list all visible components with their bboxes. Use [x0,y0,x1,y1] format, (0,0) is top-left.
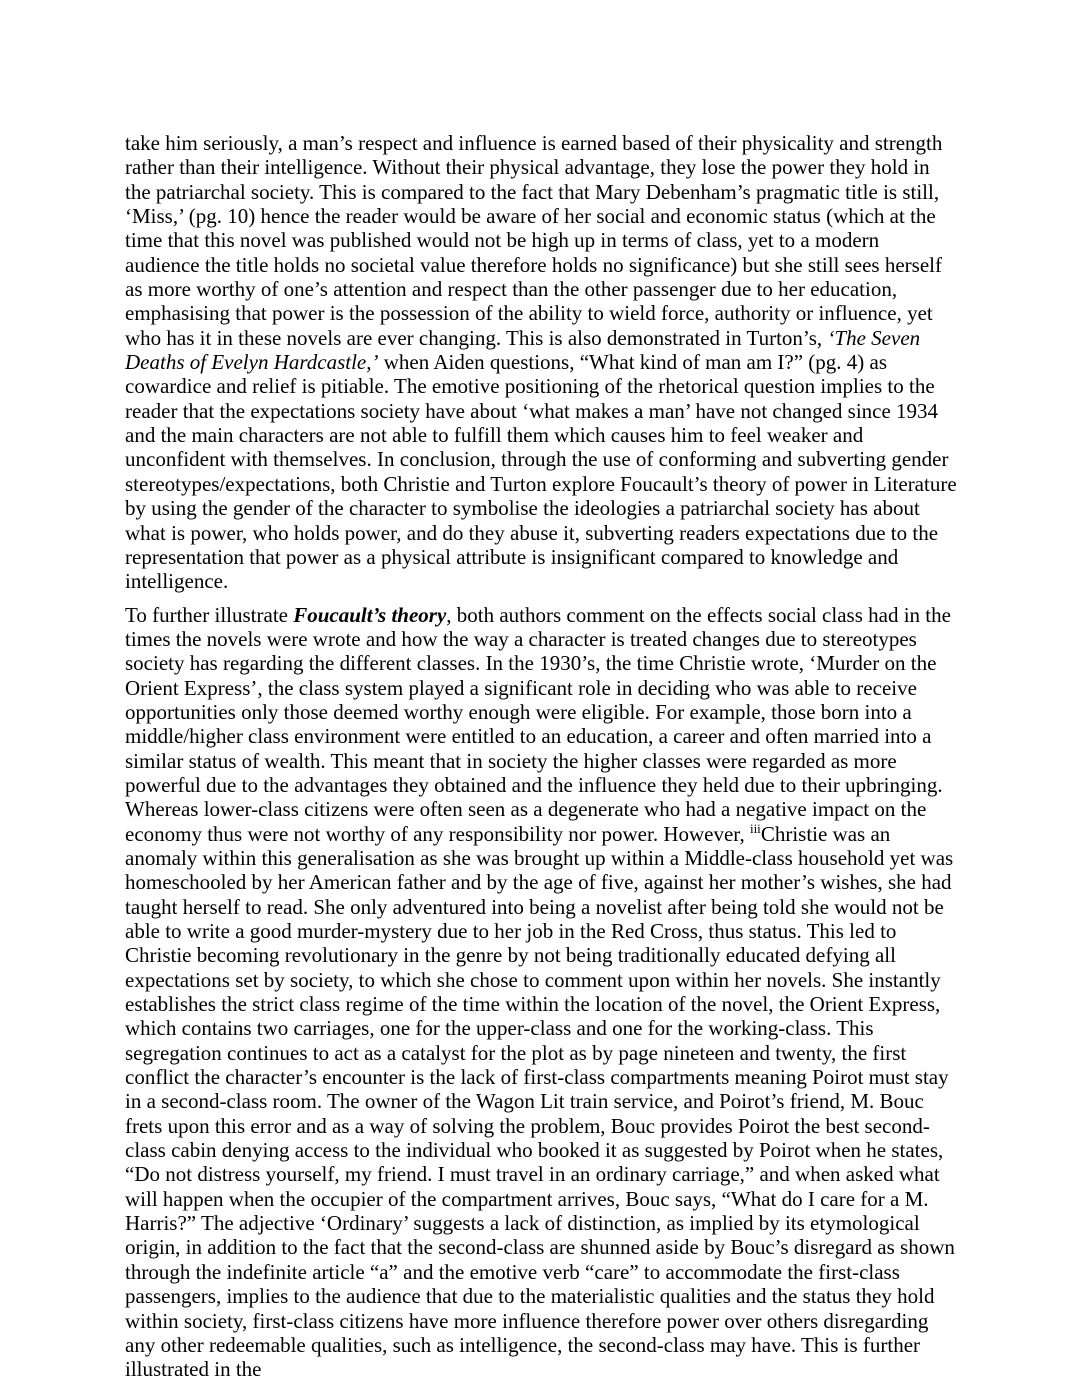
text-run: take him seriously, a man’s respect and influence is earned based of their physicality and strength rather than their intelligence. Without their physical advantage, they lose the power they hold in the patriarchal society. This is compared to the fact that Mary Debenham’s pragmatic title is still, ‘Miss,’ (pg. 10) hence the reader would be aware of her social and economic status (which at the time that this novel was published would not be high up in terms of class, yet to a modern audience the title holds no societal value therefore holds no significance) but she still sees herself as more worthy of one’s attention and respect than the other passenger due to her education, emphasising that power is the possession of the ability to wield force, authority or influence, yet who has it in these novels are ever changing. This is also demonstrated in Turton’s, [125,131,943,350]
paragraph [125,603,957,1382]
text-run: when Aiden questions, “What kind of man am I?” (pg. 4) as cowardice and relief is pitiable. The emotive positioning of the rhetorical question implies to the reader that the expectations society have about ‘what makes a man’ have not changed since 1934 and the main characters are not able to fulfill them which causes him to feel weaker and unconfident with themselves. In conclusion, through the use of conforming and subverting gender stereotypes/expectations, both Christie and Turton explore Foucault’s theory of power in Literature by using the gender of the character to symbolise the ideologies a patriarchal society has about what is power, who holds power, and do they abuse it, subverting readers expectations due to the representation that power as a physical attribute is insignificant compared to knowledge and intelligence. [125,350,957,594]
endnote-reference: iii [749,820,761,836]
text-run: Foucault’s theory [293,602,447,627]
page-text [125,131,957,1391]
paragraph [125,131,957,594]
text-run: ‘The Seven Deaths of Evelyn Hardcastle,’ [125,325,921,375]
text-run: To further illustrate [125,602,294,627]
text-run: , both authors comment on the effects social class had in the times the novels were wrote and how the way a character is treated changes due to stereotypes society has regarding the different classes. In the 1930’s, the time Christie wrote, ‘Murder on the Orient Express’, the class system played a significant role in deciding who was able to receive opportunities only those deemed worthy enough were eligible. For example, those born into a middle/higher class environment were entitled to an education, a career and often married into a similar status of wealth. This meant that in society the higher classes were regarded as more powerful due to the advantages they obtained and the influence they held due to their upbringing. Whereas lower-class citizens were often seen as a degenerate who had a negative impact on the economy thus were not worthy of any responsibility nor power. However, [125,602,951,846]
text-run: Christie was an anomaly within this generalisation as she was brought up within a Middle-class household yet was homeschooled by her American father and by the age of five, against her mother’s wishes, she had taught herself to read. She only adventured into being a novelist after being told she would not be able to write a good murder-mystery due to her job in the Red Cross, thus status. This led to Christie becoming revolutionary in the genre by not being traditionally educated defying all expectations set by society, to which she chose to comment upon within her novels. She instantly establishes the strict class regime of the time within the location of the novel, the Orient Express, which contains two carriages, one for the upper-class and one for the working-class. This segregation continues to act as a catalyst for the plot as by page nineteen and twenty, the first conflict the character’s encounter is the lack of first-class compartments meaning Poirot must stay in a second-class room. The owner of the Wagon Lit train service, and Poirot’s friend, M. Bouc frets upon this error and as a way of solving the problem, Bouc provides Poirot the best second-class cabin denying access to the individual who booked it as suggested by Poirot when he states, “Do not distress yourself, my friend. I must travel in an ordinary carriage,” and when asked what will happen when the occupier of the compartment arrives, Bouc says, “What do I care for a M. Harris?” The adjective ‘Ordinary’ suggests a lack of distinction, as implied by its etymological origin, in addition to the fact that the second-class are shunned aside by Bouc’s disregard as shown through the indefinite article “a” and the emotive verb “care” to accommodate the first-class passengers, implies to the audience that due to the materialistic qualities and the status they hold within society, first-class citizens have more influence therefore power over others disregarding any other redeemable qualities, such as intelligence, the second-class may have. This is further illustrated in the [125,821,955,1382]
